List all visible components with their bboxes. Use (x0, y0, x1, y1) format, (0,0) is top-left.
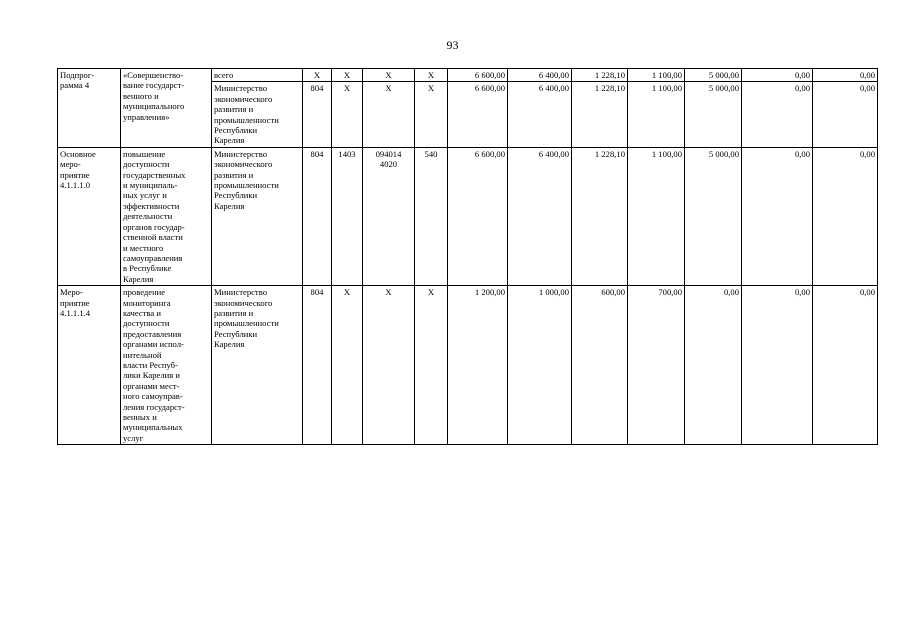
cell-executor: Министерство экономического развития и промышленности Республики Карелия (212, 286, 303, 445)
cell-csr: Х (363, 69, 415, 82)
cell-vr: 540 (415, 147, 448, 285)
table-row (58, 286, 878, 445)
cell-rzpr: 1403 (332, 147, 363, 285)
cell-executor: Министерство экономического развития и промышленности Республики Карелия (212, 147, 303, 285)
cell-value-7: 0,00 (813, 69, 878, 82)
cell-value-5: 5 000,00 (685, 82, 742, 147)
cell-name: «Совершенство- вание государст- венного и муниципального управления» (121, 69, 212, 148)
cell-csr: 094014 4020 (363, 147, 415, 285)
cell-csr: Х (363, 82, 415, 147)
cell-value-6: 0,00 (742, 69, 813, 82)
cell-value-7: 0,00 (813, 147, 878, 285)
cell-csr: Х (363, 286, 415, 445)
cell-value-1: 6 600,00 (448, 82, 508, 147)
cell-value-3: 1 228,10 (572, 69, 628, 82)
cell-vr: Х (415, 286, 448, 445)
cell-value-4: 700,00 (628, 286, 685, 445)
cell-status: Подпрог- рамма 4 (58, 69, 121, 148)
cell-value-2: 6 400,00 (508, 82, 572, 147)
cell-status: Меро- приятие 4.1.1.1.4 (58, 286, 121, 445)
cell-value-7: 0,00 (813, 82, 878, 147)
cell-value-2: 6 400,00 (508, 69, 572, 82)
cell-rzpr: Х (332, 82, 363, 147)
cell-value-4: 1 100,00 (628, 147, 685, 285)
cell-value-1: 1 200,00 (448, 286, 508, 445)
cell-value-6: 0,00 (742, 147, 813, 285)
cell-name: повышение доступности государственных и муниципаль- ных услуг и эффективности деятельности органов государ- ственной власти и местного самоуправления в Республике Карелия (121, 147, 212, 285)
cell-rzpr: Х (332, 286, 363, 445)
cell-grbs: 804 (303, 147, 332, 285)
cell-value-3: 600,00 (572, 286, 628, 445)
cell-value-6: 0,00 (742, 286, 813, 445)
table-body (58, 69, 878, 445)
cell-grbs: 804 (303, 82, 332, 147)
cell-value-4: 1 100,00 (628, 69, 685, 82)
cell-value-3: 1 228,10 (572, 147, 628, 285)
cell-value-2: 6 400,00 (508, 147, 572, 285)
cell-value-1: 6 600,00 (448, 147, 508, 285)
table-row (58, 147, 878, 285)
page-number: 93 (446, 38, 459, 52)
budget-table (57, 68, 878, 445)
cell-vr: Х (415, 82, 448, 147)
cell-value-5: 0,00 (685, 286, 742, 445)
cell-value-2: 1 000,00 (508, 286, 572, 445)
cell-rzpr: Х (332, 69, 363, 82)
cell-value-4: 1 100,00 (628, 82, 685, 147)
cell-value-3: 1 228,10 (572, 82, 628, 147)
cell-grbs: 804 (303, 286, 332, 445)
cell-status: Основное меро- приятие 4.1.1.1.0 (58, 147, 121, 285)
cell-executor: всего (212, 69, 303, 82)
cell-grbs: Х (303, 69, 332, 82)
cell-value-1: 6 600,00 (448, 69, 508, 82)
cell-value-6: 0,00 (742, 82, 813, 147)
cell-value-5: 5 000,00 (685, 69, 742, 82)
cell-vr: Х (415, 69, 448, 82)
cell-name: проведение мониторинга качества и доступности предоставления органами испол- нительной власти Респуб- лики Карелия и органами мест- ного самоуправ- ления государст- венных и муниципальных услуг (121, 286, 212, 445)
cell-executor: Министерство экономического развития и промышленности Республики Карелия (212, 82, 303, 147)
table-row (58, 69, 878, 82)
cell-value-7: 0,00 (813, 286, 878, 445)
cell-value-5: 5 000,00 (685, 147, 742, 285)
